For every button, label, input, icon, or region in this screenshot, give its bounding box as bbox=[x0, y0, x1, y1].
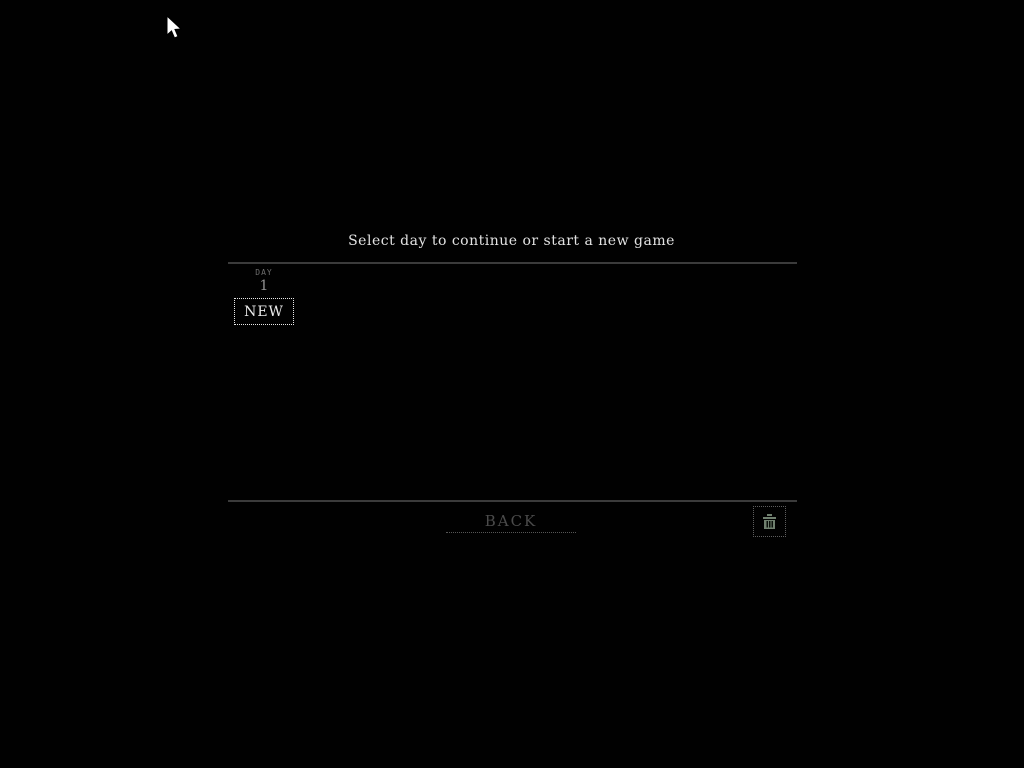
mouse-cursor-icon bbox=[166, 15, 184, 46]
bottom-divider bbox=[228, 500, 797, 502]
trash-icon bbox=[762, 514, 777, 530]
day-number: 1 bbox=[259, 278, 269, 294]
top-divider bbox=[228, 262, 797, 264]
back-button[interactable]: BACK bbox=[446, 510, 576, 533]
day-label: DAY bbox=[255, 268, 273, 277]
day-slot-1 bbox=[234, 268, 294, 325]
new-game-button[interactable]: NEW bbox=[234, 298, 294, 325]
delete-saves-button[interactable] bbox=[753, 506, 786, 537]
screen-title: Select day to continue or start a new game bbox=[348, 233, 675, 249]
